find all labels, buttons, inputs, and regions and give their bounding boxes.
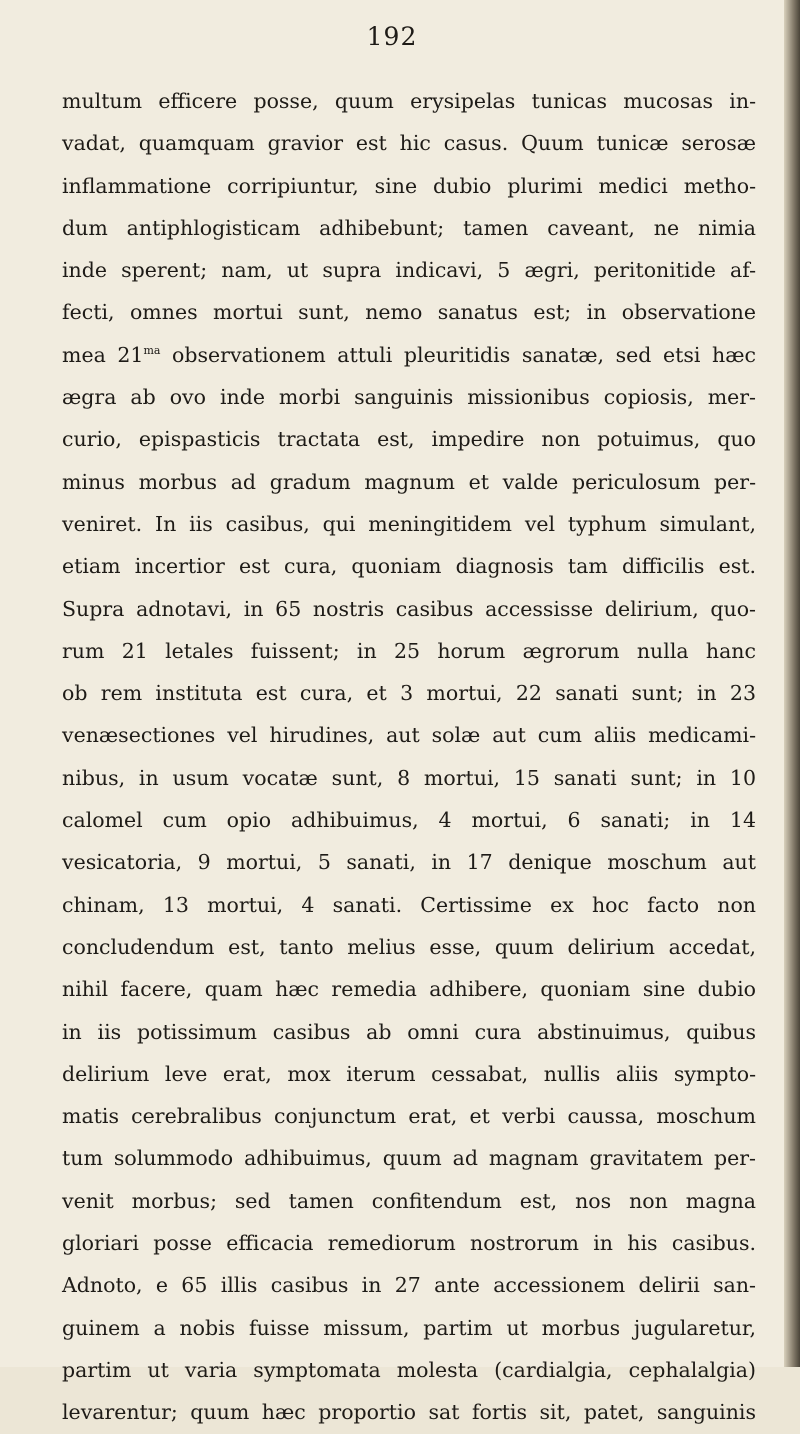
text-line: chinam, 13 mortui, 4 sanati. Certissime ex hoc facto non [62,892,756,917]
text-line: fecti, omnes mortui sunt, nemo sanatus est; in observatione [62,300,756,325]
text-segment: observationem attuli pleuritidis sanatæ, sed etsi hæc [160,342,756,367]
text-line: Supra adnotavi, in 65 nostris casibus accessisse delirium, quo- [62,596,756,621]
text-line: venæsectiones vel hirudines, aut solæ aut cum aliis medicami- [62,723,756,748]
binding-shadow [784,0,800,1367]
text-line: gloriari posse efficacia remediorum nostrorum in his casibus. [62,1231,756,1256]
text-line: partim ut varia symptomata molesta (cardialgia, cephalalgia) [62,1357,756,1382]
text-line: etiam incertior est cura, quoniam diagnosis tam difficilis est. [62,554,756,579]
page-number: 192 [366,22,418,51]
text-line: veniret. In iis casibus, qui meningitidem vel typhum simulant, [62,511,756,536]
superscript-ordinal: ma [143,343,161,357]
text-line: nihil facere, quam hæc remedia adhibere, quoniam sine dubio [62,977,756,1002]
text-line: multum efficere posse, quum erysipelas tunicas mucosas in- [62,89,756,113]
text-line: concludendum est, tanto melius esse, quum delirium accedat, [62,934,756,959]
text-line: vadat, quamquam gravior est hic casus. Quum tunicæ serosæ [62,131,756,156]
text-line: nibus, in usum vocatæ sunt, 8 mortui, 15 sanati sunt; in 10 [62,765,756,790]
text-line: curio, epispasticis tractata est, impedire non potuimus, quo [62,427,756,452]
text-line: rum 21 letales fuissent; in 25 horum ægrorum nulla hanc [62,638,756,663]
text-line: calomel cum opio adhibuimus, 4 mortui, 6 sanati; in 14 [62,808,756,833]
text-line: tum solummodo adhibuimus, quum ad magnam gravitatem per- [62,1146,756,1171]
text-line: ob rem instituta est cura, et 3 mortui, 22 sanati sunt; in 23 [62,681,756,706]
text-line: levarentur; quum hæc proportio sat fortis sit, patet, sanguinis [62,1400,756,1425]
text-line: inflammatione corripiuntur, sine dubio plurimi medici metho- [62,173,756,198]
text-line: in iis potissimum casibus ab omni cura abstinuimus, quibus [62,1019,756,1044]
text-line: dum antiphlogisticam adhibebunt; tamen caveant, ne nimia [62,215,756,240]
text-line: delirium leve erat, mox iterum cessabat, nullis aliis sympto- [62,1061,756,1086]
text-line: vesicatoria, 9 mortui, 5 sanati, in 17 denique moschum aut [62,850,756,875]
text-segment: mea 21 [62,342,144,367]
text-line: ægra ab ovo inde morbi sanguinis missionibus copiosis, mer- [62,385,756,410]
text-line: minus morbus ad gradum magnum et valde periculosum per- [62,469,756,494]
text-line: inde sperent; nam, ut supra indicavi, 5 ægri, peritonitide af- [62,258,756,283]
text-line [62,334,756,376]
text-line: venit morbus; sed tamen confitendum est, nos non magna [62,1188,756,1213]
body-text [62,80,756,1434]
text-line: Adnoto, e 65 illis casibus in 27 ante accessionem delirii san- [62,1273,756,1298]
text-line: matis cerebralibus conjunctum erat, et verbi caussa, moschum [62,1104,756,1129]
text-line: guinem a nobis fuisse missum, partim ut morbus jugularetur, [62,1315,756,1340]
